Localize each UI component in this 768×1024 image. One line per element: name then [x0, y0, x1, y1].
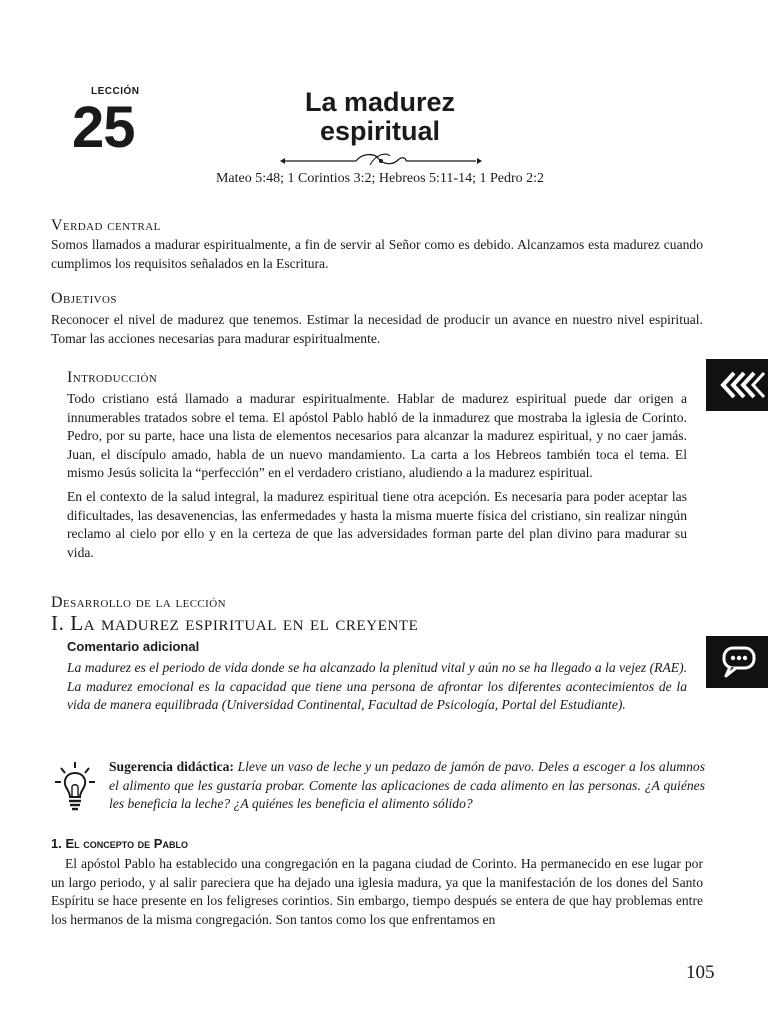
title-line-2: espiritual [319, 116, 441, 146]
lesson-number: 25 [72, 95, 135, 160]
verdad-central-text: Somos llamados a madurar espiritualmente, a fin de servir al Señor como es debido. Alcanzamos esta madurez cuando cumplimos los requisitos señalados en la Escritura. [51, 237, 703, 271]
verdad-central-heading: Verdad central [51, 217, 161, 234]
lesson-label: LECCIÓN [91, 86, 140, 97]
tab-introduction [706, 359, 768, 411]
scripture-references: Mateo 5:48; 1 Corintios 3:2; Hebreos 5:11-14; 1 Pedro 2:2 [215, 171, 545, 186]
subsection-title: 1. El concepto de Pablo [51, 836, 188, 851]
subsection-text: El apóstol Pablo ha establecido una congregación en la pagana ciudad de Corinto. Ha permanecido en ese lugar por un largo periodo, y al salir pareciera que ha dejado una iglesia madura, ya que la manifestación de los dones del Santo Espíritu se hace presente en los feligreses corintios. Sin embargo, tiempo después se entera de que hay problemas entre los hermanos de la misma congregación. Son tantos como los que enfrentamos en [51, 856, 703, 927]
suggestion-text: Lleve un vaso de leche y un pedazo de jamón de pavo. Deles a escoger a los alumnos el alimento que les gustaría probar. Comente las aplicaciones de cada alimento en las personas. ¿A quiénes les beneficia la leche? ¿A quiénes les beneficia el alimento sólido? [109, 759, 705, 812]
tab-comment [706, 636, 768, 688]
suggestion-label: Sugerencia didáctica: [109, 759, 234, 774]
comment-text: La madurez es el periodo de vida donde se ha alcanzado la plenitud vital y aún no se ha llegado a la vejez (RAE). La madurez emocional es la capacidad que tiene una persona de afrontar los diferentes acontecimientos de la vida de manera equilibrada (Universidad Continental, Facultad de Psicología, Portal del Estudiante). [67, 660, 687, 713]
section-title: I. La madurez espiritual en el creyente [51, 611, 419, 635]
introduccion-heading: Introducción [67, 369, 158, 386]
page-title [250, 88, 510, 146]
flourish-divider [278, 150, 484, 170]
double-chevron-left-icon [706, 359, 768, 411]
desarrollo-heading: Desarrollo de la lección [51, 594, 226, 611]
title-line-1: La madurez [304, 87, 456, 117]
objetivos-text: Reconocer el nivel de madurez que tenemos. Estimar la necesidad de producir un avance en nuestro nivel espiritual. Tomar las acciones necesarias para madurar espiritualmente. [51, 312, 703, 346]
page-number: 105 [686, 962, 715, 983]
introduccion-paragraph-1: Todo cristiano está llamado a madurar espiritualmente. Hablar de madurez espiritual puede dar origen a innumerables tratados sobre el tema. El apóstol Pablo habló de la inmadurez que mostraba la iglesia de Corinto. Pedro, por su parte, hace una lista de elementos necesarios para alcanzar la madurez espiritual, y no caer jamás. Juan, el discípulo amado, habla de un nuevo mandamiento. La carta a los Hebreos también toca el tema. El mismo Jesús solicita la “perfección” en el verdadero cristiano, aludiendo a la madurez espiritual. [67, 391, 687, 481]
lightbulb-icon [55, 760, 105, 816]
introduccion-body [67, 390, 687, 567]
speech-bubble-icon [706, 636, 768, 688]
comment-heading: Comentario adicional [67, 639, 200, 654]
introduccion-paragraph-2: En el contexto de la salud integral, la madurez espiritual tiene otra acepción. Es necesaria para poder aceptar las dificultades, las desavenencias, las enfermedades y hasta la misma muerte física del cristiano, sin realizar ningún reclamo al cielo por ello y en la certeza de que las adversidades forman parte del plan divino para madurar su vida. [67, 488, 687, 560]
objetivos-heading: Objetivos [51, 290, 117, 307]
suggestion-box [109, 758, 705, 814]
